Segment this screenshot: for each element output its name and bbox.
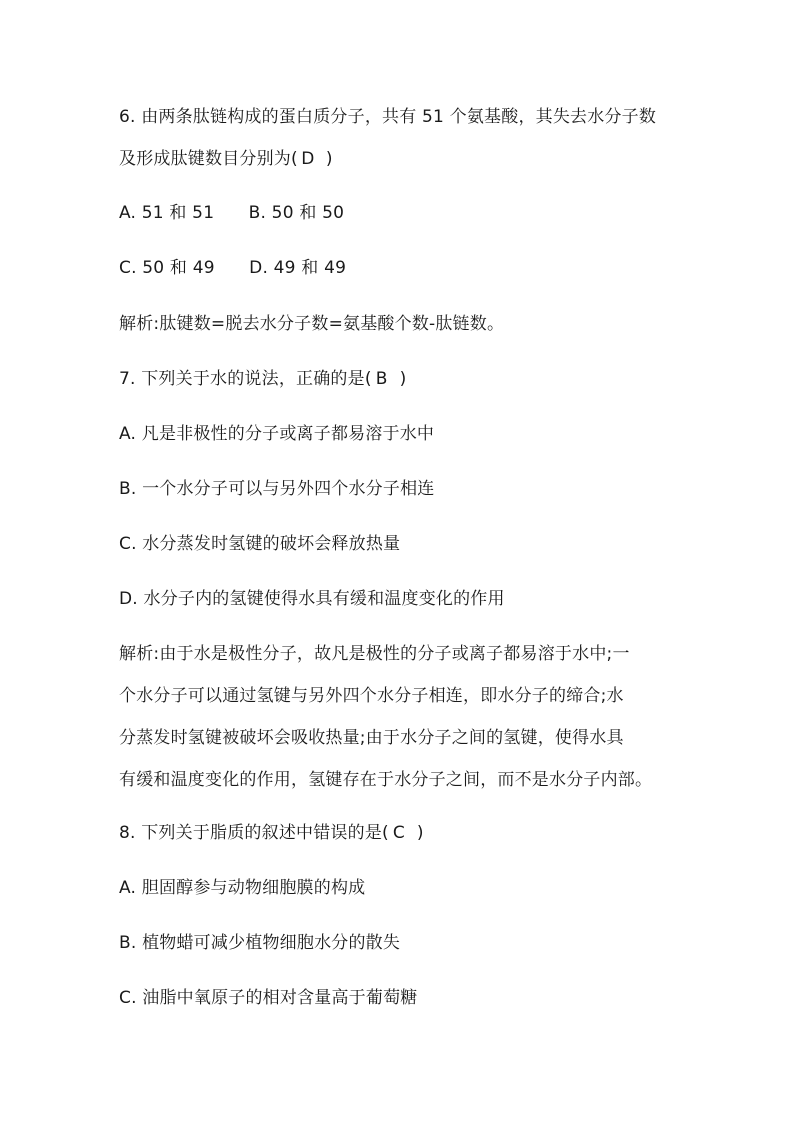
q8-stem <box>119 822 424 844</box>
q6-stem-line1: 6. 由两条肽链构成的蛋白质分子，共有 51 个氨基酸，其失去水分子数 <box>119 107 657 127</box>
q7-option-c: C. 水分蒸发时氢键的破坏会释放热量 <box>119 534 401 554</box>
q6-options-line2: C. 50 和 49 D. 49 和 49 <box>119 258 347 278</box>
q7-analysis-line3: 分蒸发时氢键被破坏会吸收热量;由于水分子之间的氢键，使得水具 <box>119 728 624 748</box>
q7-option-d: D. 水分子内的氢键使得水具有缓和温度变化的作用 <box>119 589 505 609</box>
q7-option-b: B. 一个水分子可以与另外四个水分子相连 <box>119 479 435 499</box>
q8-answer: C <box>392 823 405 843</box>
q6-stem-pre: 及形成肽键数目分别为( <box>119 149 298 169</box>
q7-stem-pre: 7. 下列关于水的说法，正确的是( <box>119 369 372 389</box>
q7-option-a: A. 凡是非极性的分子或离子都易溶于水中 <box>119 424 435 444</box>
q7-analysis-line4: 有缓和温度变化的作用，氢键存在于水分子之间，而不是水分子内部。 <box>119 770 653 790</box>
q8-option-b: B. 植物蜡可减少植物细胞水分的散失 <box>119 933 401 953</box>
q7-analysis-line2: 个水分子可以通过氢键与另外四个水分子相连，即水分子的缔合;水 <box>119 686 624 706</box>
q7-analysis-line1: 解析:由于水是极性分子，故凡是极性的分子或离子都易溶于水中;一 <box>119 644 630 664</box>
q7-answer: B <box>375 369 388 389</box>
q7-stem <box>119 368 407 390</box>
q6-options-line1: A. 51 和 51 B. 50 和 50 <box>119 203 345 223</box>
q6-stem-line2 <box>119 148 333 170</box>
q6-analysis: 解析:肽键数=脱去水分子数=氨基酸个数-肽链数。 <box>119 314 505 334</box>
q6-answer: D <box>301 149 315 169</box>
q8-option-a: A. 胆固醇参与动物细胞膜的构成 <box>119 878 366 898</box>
q7-stem-post: ) <box>399 369 407 389</box>
q6-stem-post: ) <box>325 149 333 169</box>
q8-stem-post: ) <box>416 823 424 843</box>
q8-option-c: C. 油脂中氧原子的相对含量高于葡萄糖 <box>119 988 418 1008</box>
q8-stem-pre: 8. 下列关于脂质的叙述中错误的是( <box>119 823 389 843</box>
